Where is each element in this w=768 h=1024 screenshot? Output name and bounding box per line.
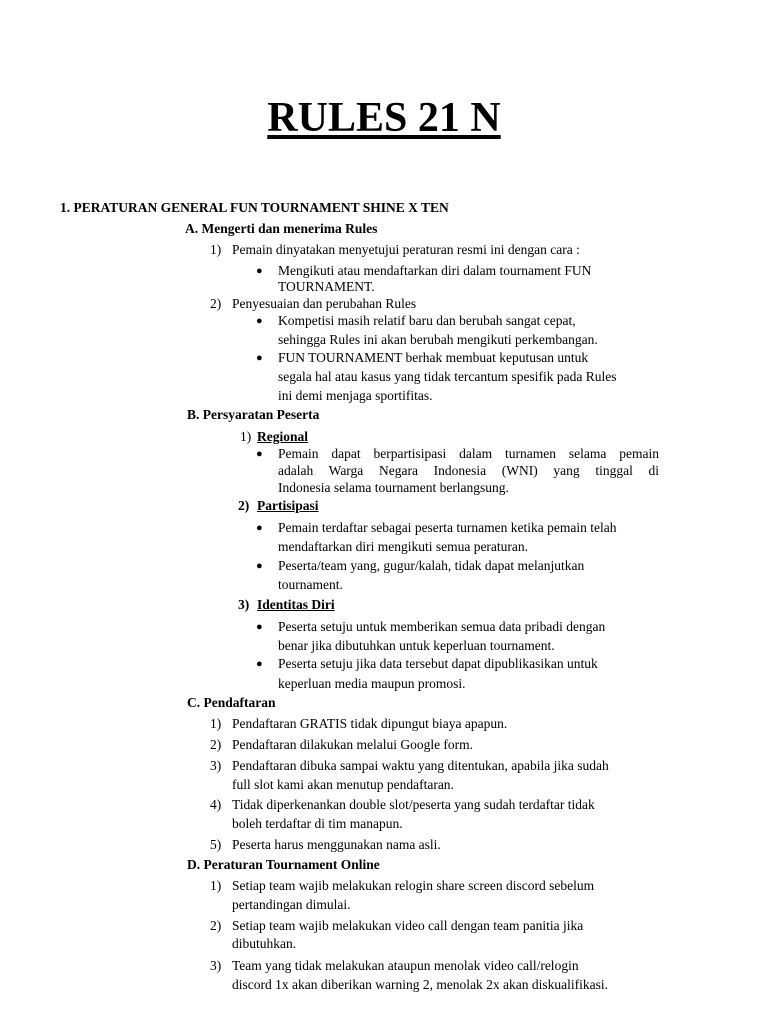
bullet-icon: ● xyxy=(256,621,263,633)
list-number: 2) xyxy=(210,918,222,933)
list-number: 1) xyxy=(240,429,252,444)
bullet-line: keperluan media maupun promosi. xyxy=(278,676,466,691)
bullet-line: Peserta setuju untuk memberikan semua data pribadi dengan xyxy=(278,619,606,634)
list-item-text: Peserta harus menggunakan nama asli. xyxy=(232,837,441,852)
list-item-text: Tidak diperkenankan double slot/peserta yang sudah terdaftar tidak xyxy=(232,797,595,812)
bullet-line: ini demi menjaga sportifitas. xyxy=(278,388,433,403)
bullet-line: sehingga Rules ini akan berubah mengikuti perkembangan. xyxy=(278,332,598,347)
bullet-line: tournament. xyxy=(278,577,343,592)
list-number: 3) xyxy=(210,758,222,773)
list-item-text: full slot kami akan menutup pendaftaran. xyxy=(232,777,454,792)
bullet-icon: ● xyxy=(256,448,263,460)
page-title: RULES 21 N xyxy=(267,95,501,141)
subsection-c-heading: C. Pendaftaran xyxy=(187,695,276,710)
bullet-icon: ● xyxy=(256,522,263,534)
bullet-line: Indonesia selama tournament berlangsung. xyxy=(278,480,509,495)
list-item-text: Penyesuaian dan perubahan Rules xyxy=(232,296,417,311)
bullet-line: Mengikuti atau mendaftarkan diri dalam tournament FUN xyxy=(278,263,592,278)
bullet-icon: ● xyxy=(256,352,263,364)
bullet-line: Pemain terdaftar sebagai peserta turnamen ketika pemain telah xyxy=(278,520,617,535)
list-item-text: dibutuhkan. xyxy=(232,936,297,951)
list-number: 3) xyxy=(238,597,250,612)
bullet-icon: ● xyxy=(256,265,263,277)
list-number: 1) xyxy=(210,716,222,731)
list-number: 5) xyxy=(210,837,222,852)
list-item-text: boleh terdaftar di tim manapun. xyxy=(232,816,403,831)
bullet-icon: ● xyxy=(256,560,263,572)
list-item-text: Pendaftaran dilakukan melalui Google form. xyxy=(232,737,474,752)
list-item-text: Setiap team wajib melakukan video call dengan team panitia jika xyxy=(232,918,584,933)
list-number: 2) xyxy=(210,296,222,311)
subitem-label-identitas: Identitas Diri xyxy=(257,597,335,612)
list-number: 3) xyxy=(210,958,222,973)
list-item-text: pertandingan dimulai. xyxy=(232,897,351,912)
list-item-text: discord 1x akan diberikan warning 2, menolak 2x akan diskualifikasi. xyxy=(232,977,609,992)
subsection-b-heading: B. Persyaratan Peserta xyxy=(187,407,320,422)
bullet-line: segala hal atau kasus yang tidak tercantum spesifik pada Rules xyxy=(278,369,617,384)
list-number: 1) xyxy=(210,242,222,257)
bullet-line: adalah Warga Negara Indonesia (WNI) yang tinggal di xyxy=(278,463,659,478)
bullet-line: Peserta/team yang, gugur/kalah, tidak dapat melanjutkan xyxy=(278,558,585,573)
subitem-label-regional: Regional xyxy=(257,429,309,444)
list-item-text: Pendaftaran GRATIS tidak dipungut biaya apapun. xyxy=(232,716,508,731)
list-number: 4) xyxy=(210,797,222,812)
subsection-a-heading: A. Mengerti dan menerima Rules xyxy=(185,221,378,236)
bullet-line: Kompetisi masih relatif baru dan berubah sangat cepat, xyxy=(278,313,576,328)
bullet-line: TOURNAMENT. xyxy=(278,279,375,294)
subitem-label-partisipasi: Partisipasi xyxy=(257,498,319,513)
bullet-icon: ● xyxy=(256,658,263,670)
list-item-text: Team yang tidak melakukan ataupun menolak video call/relogin xyxy=(232,958,579,973)
list-item-text: Setiap team wajib melakukan relogin share screen discord sebelum xyxy=(232,878,595,893)
bullet-line: Pemain dapat berpartisipasi dalam turnamen selama pemain xyxy=(278,446,659,461)
section-heading: 1. PERATURAN GENERAL FUN TOURNAMENT SHINE X TEN xyxy=(60,200,449,215)
bullet-line: benar jika dibutuhkan untuk keperluan tournament. xyxy=(278,638,555,653)
bullet-line: Peserta setuju jika data tersebut dapat dipublikasikan untuk xyxy=(278,656,598,671)
list-number: 2) xyxy=(238,498,250,513)
bullet-line: mendaftarkan diri mengikuti semua peraturan. xyxy=(278,539,529,554)
list-number: 2) xyxy=(210,737,222,752)
subsection-d-heading: D. Peraturan Tournament Online xyxy=(187,857,380,872)
list-number: 1) xyxy=(210,878,222,893)
list-item-text: Pendaftaran dibuka sampai waktu yang ditentukan, apabila jika sudah xyxy=(232,758,609,773)
bullet-line: FUN TOURNAMENT berhak membuat keputusan untuk xyxy=(278,350,589,365)
bullet-icon: ● xyxy=(256,315,263,327)
list-item-text: Pemain dinyatakan menyetujui peraturan resmi ini dengan cara : xyxy=(232,242,580,257)
